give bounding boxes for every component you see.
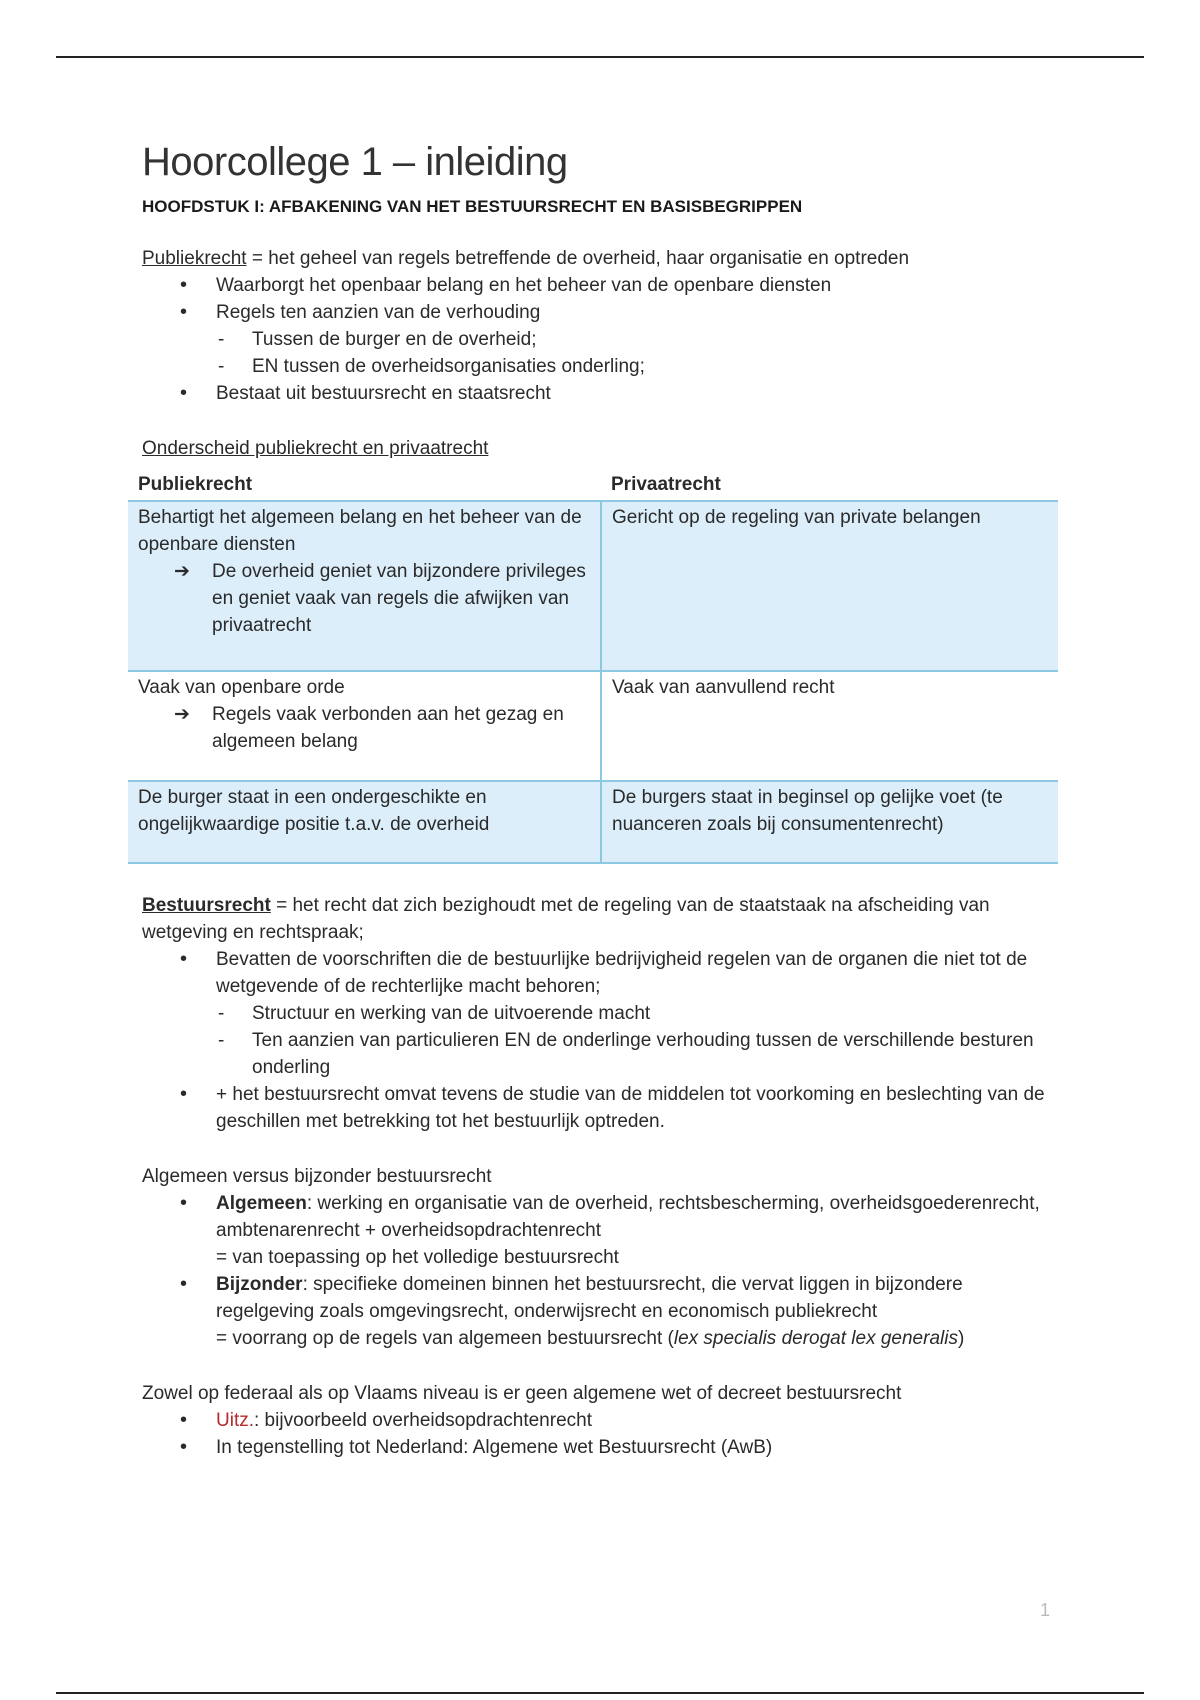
publiekrecht-section	[142, 245, 1062, 407]
list-item: • Waarborgt het openbaar belang en het beheer van de openbare diensten	[216, 272, 1062, 299]
list-item-text: Regels ten aanzien van de verhouding	[216, 302, 541, 323]
table-row	[128, 671, 1058, 781]
bijzonder-note-latin: lex specialis derogat lex generalis	[673, 1328, 958, 1349]
algemeen-bijzonder-list	[142, 1190, 1062, 1352]
list-item	[216, 1271, 1062, 1352]
table-row	[128, 501, 1058, 671]
exception-text: : bijvoorbeeld overheidsopdrachtenrecht	[254, 1410, 592, 1431]
arrow-icon: ➔	[174, 561, 190, 582]
page-number: 1	[1040, 1600, 1051, 1620]
document-page	[138, 140, 1062, 1489]
publiekrecht-term: Publiekrecht	[142, 248, 247, 269]
bestuursrecht-section	[142, 892, 1062, 1135]
sub-list-item: - Tussen de burger en de overheid;	[252, 326, 1062, 353]
algemeen-term: Algemeen	[216, 1193, 307, 1214]
arrow-item	[138, 558, 590, 639]
sub-list	[216, 1000, 1062, 1081]
exception-label: Uitz.	[216, 1410, 254, 1431]
page-title: Hoorcollege 1 – inleiding	[142, 140, 568, 184]
top-rule	[56, 56, 1144, 58]
bestuursrecht-definition	[142, 892, 1062, 946]
list-item	[216, 299, 1062, 380]
cell-text: Vaak van openbare orde	[138, 677, 345, 698]
list-item	[216, 1190, 1062, 1271]
comparison-table-title: Onderscheid publiekrecht en privaatrecht	[142, 438, 489, 459]
list-item: • + het bestuursrecht omvat tevens de studie van de middelen tot voorkoming en beslechting van de geschillen met betrekking tot het bestuurlijk optreden.	[216, 1081, 1062, 1135]
list-item: • Bestaat uit bestuursrecht en staatsrecht	[216, 380, 1062, 407]
section-heading: Zowel op federaal als op Vlaams niveau is er geen algemene wet of decreet bestuursrecht	[142, 1383, 902, 1404]
section-heading: Algemeen versus bijzonder bestuursrecht	[142, 1166, 492, 1187]
table-header-row	[128, 470, 1058, 501]
table-header-publiekrecht: Publiekrecht	[128, 470, 601, 501]
chapter-heading: HOOFDSTUK I: AFBAKENING VAN HET BESTUURSRECHT EN BASISBEGRIPPEN	[142, 197, 803, 216]
table-cell: De burgers staat in beginsel op gelijke voet (te nuanceren zoals bij consumentenrecht)	[601, 781, 1058, 863]
table-cell: Vaak van aanvullend recht	[601, 671, 1058, 781]
arrow-item-text: De overheid geniet van bijzondere privileges en geniet vaak van regels die afwijken van privaatrecht	[212, 561, 586, 636]
bijzonder-term: Bijzonder	[216, 1274, 303, 1295]
table-header-privaatrecht: Privaatrecht	[601, 470, 1058, 501]
cell-text: Behartigt het algemeen belang en het beheer van de openbare diensten	[138, 507, 582, 555]
algemeen-bijzonder-section	[142, 1163, 1062, 1352]
bijzonder-note-post: )	[957, 1328, 965, 1349]
algemeen-note: = van toepassing op het volledige bestuursrecht	[216, 1247, 619, 1268]
arrow-icon: ➔	[174, 704, 190, 725]
sub-list	[216, 326, 1062, 380]
arrow-item-text: Regels vaak verbonden aan het gezag en algemeen belang	[212, 704, 564, 752]
sub-list-item: - Ten aanzien van particulieren EN de onderlinge verhouding tussen de verschillende besturen onderling	[252, 1027, 1062, 1081]
algemeen-text: : werking en organisatie van de overheid, rechtsbescherming, overheidsgoederenrecht, ambtenarenrecht + overheidsopdrachtenrecht	[216, 1193, 1040, 1241]
arrow-item	[138, 701, 590, 755]
bestuursrecht-list	[142, 946, 1062, 1135]
table-cell: Gericht op de regeling van private belangen	[601, 501, 1058, 671]
list-item	[216, 946, 1062, 1081]
bestuursrecht-term: Bestuursrecht	[142, 895, 271, 916]
federaal-section	[142, 1380, 1062, 1461]
list-item-text: Bevatten de voorschriften die de bestuurlijke bedrijvigheid regelen van de organen die niet tot de wetgevende of de rechterlijke macht behoren;	[216, 949, 1028, 997]
bottom-rule	[56, 1692, 1144, 1694]
sub-list-item: - EN tussen de overheidsorganisaties onderling;	[252, 353, 1062, 380]
comparison-table	[128, 470, 1058, 864]
federaal-list	[142, 1407, 1062, 1461]
bijzonder-note-pre: = voorrang op de regels van algemeen bestuursrecht (	[216, 1328, 674, 1349]
publiekrecht-definition-text: = het geheel van regels betreffende de overheid, haar organisatie en optreden	[246, 248, 910, 269]
bestuursrecht-definition-text: = het recht dat zich bezighoudt met de regeling van de staatstaak na afscheiding van wetgeving en rechtspraak;	[142, 895, 990, 943]
bijzonder-text: : specifieke domeinen binnen het bestuursrecht, die vervat liggen in bijzondere regelgeving zoals omgevingsrecht, onderwijsrecht en economisch publiekrecht	[216, 1274, 963, 1322]
table-row	[128, 781, 1058, 863]
publiekrecht-list	[142, 272, 1062, 407]
table-cell	[128, 671, 601, 781]
list-item: • In tegenstelling tot Nederland: Algemene wet Bestuursrecht (AwB)	[216, 1434, 1062, 1461]
table-cell	[128, 501, 601, 671]
list-item	[216, 1407, 1062, 1434]
table-cell: De burger staat in een ondergeschikte en ongelijkwaardige positie t.a.v. de overheid	[128, 781, 601, 863]
sub-list-item: - Structuur en werking van de uitvoerende macht	[252, 1000, 1062, 1027]
publiekrecht-definition	[142, 245, 1062, 272]
